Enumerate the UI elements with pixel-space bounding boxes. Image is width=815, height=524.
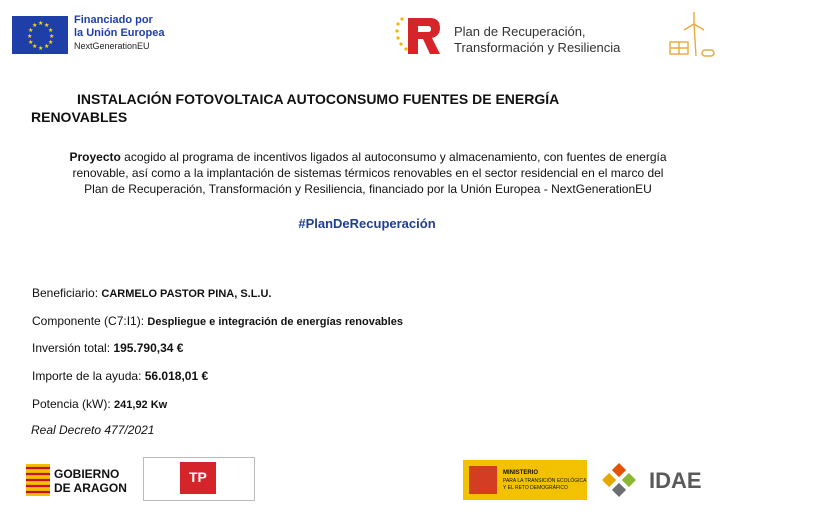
- svg-text:★: ★: [32, 43, 38, 50]
- idae-logo: [597, 458, 725, 502]
- project-line2: renovable, así como a la implantación de sistemas térmicos renovables en el sector residencial en el marco del: [72, 166, 664, 180]
- svg-text:★: ★: [44, 22, 50, 29]
- potencia-row: [32, 397, 167, 411]
- componente-label: Componente (C7:I1):: [32, 314, 145, 328]
- inversion-row: [32, 341, 183, 355]
- svg-text:★: ★: [28, 27, 34, 34]
- project-lead: Proyecto: [69, 150, 121, 164]
- eu-flag-logo: [12, 16, 68, 54]
- ministerio-line1: MINISTERIO: [503, 470, 539, 476]
- project-description: [32, 149, 704, 197]
- eu-line2: la Unión Europea: [74, 27, 165, 39]
- importe-label: Importe de la ayuda:: [32, 369, 142, 383]
- project-line3: Plan de Recuperación, Transformación y Resiliencia, financiado por la Unión Europea - NextGenerationEU: [84, 182, 652, 196]
- svg-text:★: ★: [38, 20, 44, 27]
- aragon-line1: GOBIERNO: [54, 467, 120, 481]
- svg-text:★: ★: [48, 27, 54, 34]
- potencia-value: 241,92 Kw: [114, 399, 168, 411]
- eu-line3: NextGenerationEU: [74, 41, 150, 51]
- gobierno-aragon-logo: [26, 460, 134, 500]
- aragon-line2: DE ARAGON: [54, 481, 127, 495]
- page-title: [31, 90, 671, 126]
- svg-text:★: ★: [38, 45, 44, 52]
- beneficiario-value: CARMELO PASTOR PINA, S.L.U.: [101, 288, 272, 300]
- ministerio-logo: [463, 460, 587, 500]
- prtr-text: [454, 24, 620, 56]
- inversion-value: 195.790,34 €: [113, 341, 184, 355]
- svg-text:★: ★: [49, 33, 55, 40]
- eu-funding-text: [74, 14, 164, 53]
- svg-text:★: ★: [32, 22, 38, 29]
- beneficiario-row: [32, 286, 272, 300]
- hashtag: #PlanDeRecuperación: [298, 216, 436, 231]
- prtr-line1: Plan de Recuperación,: [454, 24, 586, 39]
- eu-line1: Financiado por: [74, 14, 153, 26]
- potencia-label: Potencia (kW):: [32, 397, 111, 411]
- ministerio-line3: Y EL RETO DEMOGRÁFICO: [503, 485, 568, 491]
- ministerio-line2: PARA LA TRANSICIÓN ECOLÓGICA: [503, 478, 587, 484]
- svg-text:★: ★: [48, 39, 54, 46]
- title-line1: INSTALACIÓN FOTOVOLTAICA AUTOCONSUMO FUENTES DE ENERGÍA: [77, 91, 560, 107]
- importe-row: [32, 369, 208, 383]
- inversion-label: Inversión total:: [32, 341, 111, 355]
- importe-value: 56.018,01 €: [144, 369, 209, 383]
- decree-text: Real Decreto 477/2021: [31, 423, 155, 437]
- tp-logo: [143, 457, 255, 501]
- prtr-logo: [394, 14, 442, 56]
- tp-text: TP: [189, 469, 207, 485]
- title-line2: RENOVABLES: [31, 109, 128, 125]
- idae-text: IDAE: [649, 468, 702, 493]
- componente-row: [32, 314, 403, 328]
- beneficiario-label: Beneficiario:: [32, 286, 99, 300]
- svg-text:★: ★: [28, 39, 34, 46]
- project-line1: acogido al programa de incentivos ligados al autoconsumo y almacenamiento, con fuentes de energía: [120, 150, 667, 164]
- svg-text:★: ★: [44, 43, 50, 50]
- prtr-line2: Transformación y Resiliencia: [454, 40, 621, 55]
- svg-text:★: ★: [27, 33, 33, 40]
- wind-solar-icon: [664, 10, 720, 60]
- componente-value: Despliegue e integración de energías renovables: [147, 316, 403, 328]
